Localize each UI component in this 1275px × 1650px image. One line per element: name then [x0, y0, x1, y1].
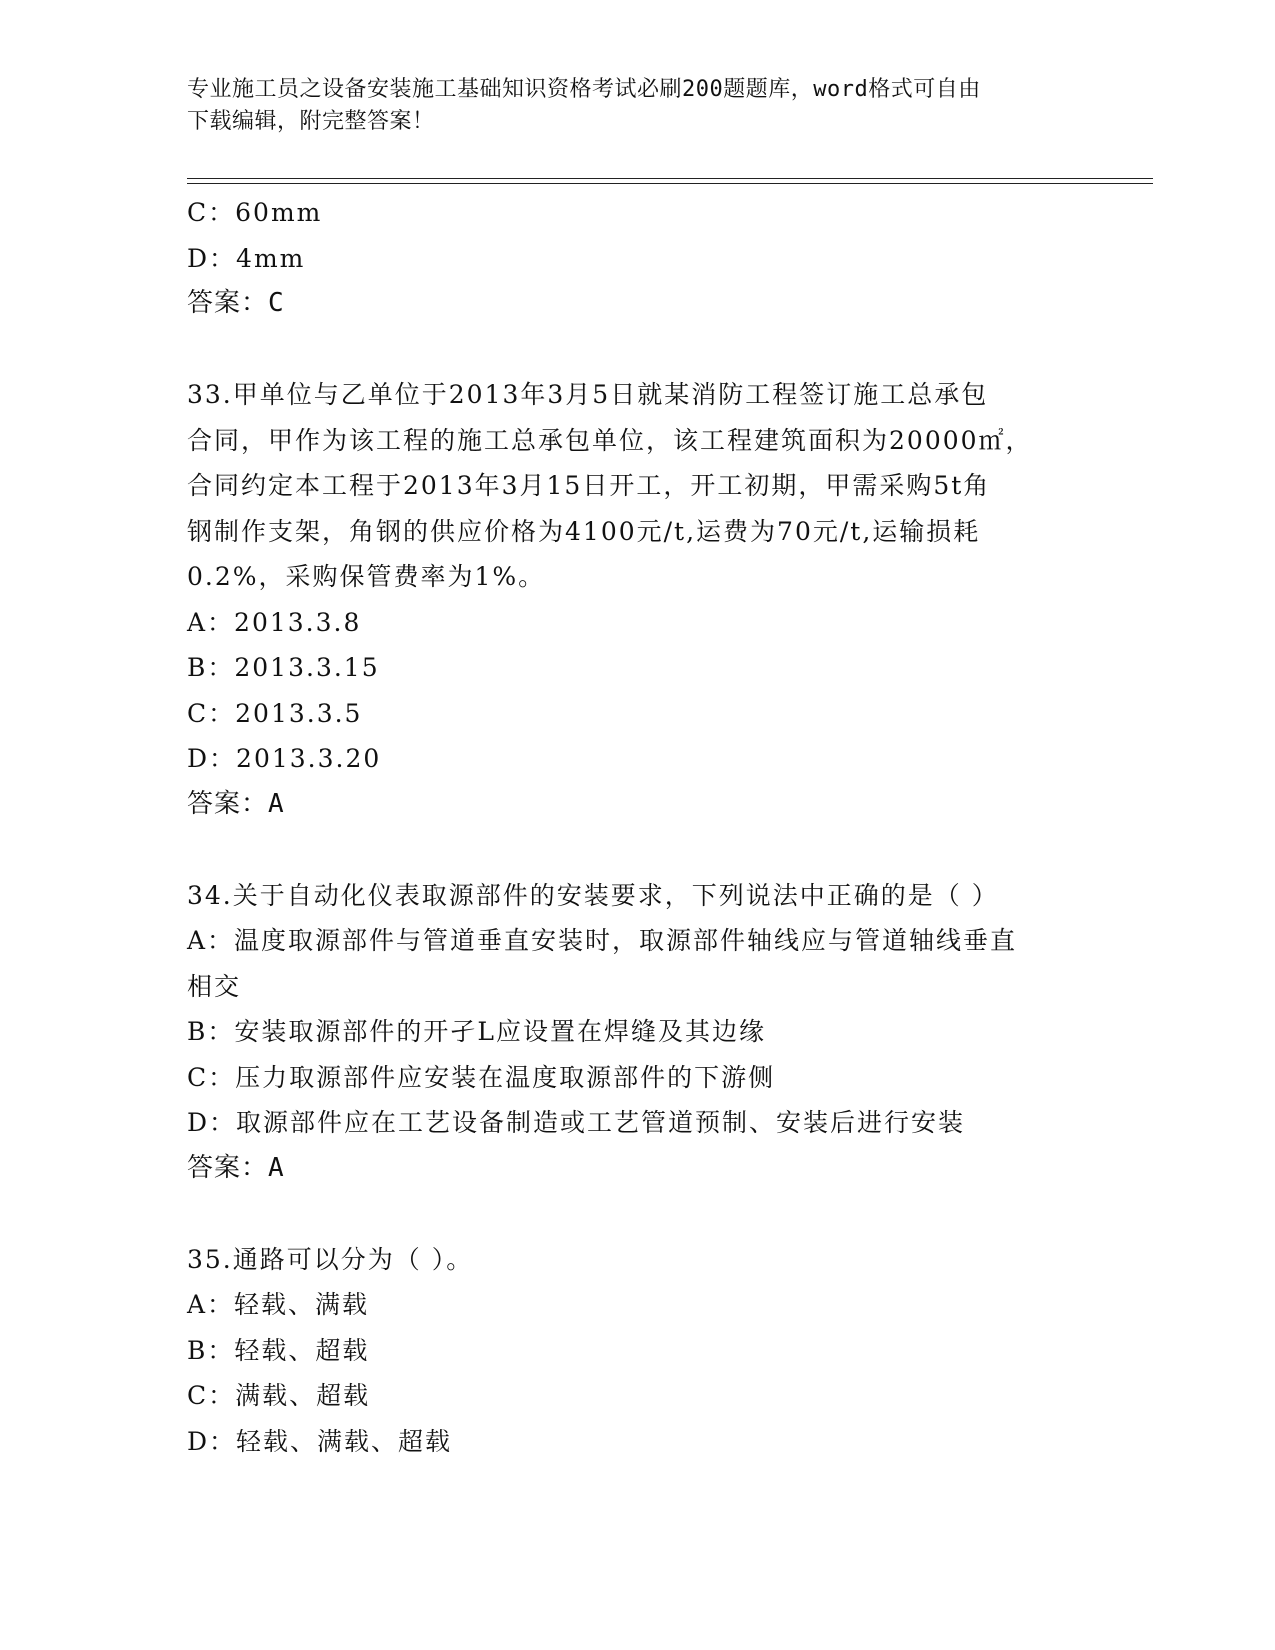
- q34-option-a-line-2: 相交: [187, 971, 242, 1001]
- q34-option-b: B：安装取源部件的开孑L应设置在焊缝及其边缘: [187, 1017, 766, 1046]
- q33-stem-line-1: 33.甲单位与乙单位于2013年3月5日就某消防工程签订施工总承包: [187, 380, 989, 409]
- header-title-line-2: 下载编辑，附完整答案！: [187, 109, 435, 134]
- header-rule-bottom: [187, 183, 1153, 184]
- header-title-line-1: 专业施工员之设备安装施工基础知识资格考试必刷200题题库，word格式可自由: [187, 77, 981, 102]
- q34-answer: 答案：A: [187, 1152, 285, 1183]
- q32-answer: 答案：C: [187, 288, 285, 318]
- q35-stem: 35.通路可以分为（ ）。: [187, 1244, 474, 1274]
- q33-option-b: B：2013.3.15: [187, 653, 380, 682]
- q32-option-c: C：60mm: [187, 198, 323, 227]
- question-33: [187, 372, 1087, 827]
- q33-option-c: C：2013.3.5: [187, 698, 363, 728]
- document-body: [187, 190, 1087, 1464]
- q33-option-d: D：2013.3.20: [187, 744, 382, 773]
- spacer: [187, 327, 1087, 373]
- header-rule-top: [187, 178, 1153, 179]
- spacer: [187, 827, 1087, 873]
- q34-option-d: D：取源部件应在工艺设备制造或工艺管道预制、安装后进行安装: [187, 1108, 966, 1137]
- question-34: [187, 873, 1087, 1192]
- q33-option-a: A：2013.3.8: [187, 607, 362, 637]
- question-32-partial: [187, 190, 1087, 327]
- q33-stem-line-2: 合同，甲作为该工程的施工总承包单位，该工程建筑面积为20000㎡，: [187, 425, 1033, 455]
- question-35: [187, 1237, 1087, 1465]
- q34-option-a-line-1: A：温度取源部件与管道垂直安装时，取源部件轴线应与管道轴线垂直: [187, 926, 1018, 955]
- q35-option-b: B：轻载、超载: [187, 1335, 370, 1365]
- q32-option-d: D：4mm: [187, 243, 306, 273]
- spacer: [187, 1191, 1087, 1237]
- q34-option-c: C：压力取源部件应安装在温度取源部件的下游侧: [187, 1062, 776, 1092]
- document-header: [187, 74, 1087, 138]
- q33-stem-line-3: 合同约定本工程于2013年3月15日开工，开工初期，甲需采购5t角: [187, 471, 991, 500]
- q33-stem-line-4: 钢制作支架，角钢的供应价格为4100元/t,运费为70元/t,运输损耗: [187, 516, 981, 546]
- q35-option-a: A：轻载、满载: [187, 1290, 370, 1319]
- q35-option-c: C：满载、超载: [187, 1381, 371, 1410]
- q35-option-d: D：轻载、满载、超载: [187, 1426, 453, 1456]
- q33-stem-line-5: 0.2%，采购保管费率为1%。: [187, 562, 546, 591]
- q34-stem: 34.关于自动化仪表取源部件的安装要求，下列说法中正确的是（ ）: [187, 880, 999, 910]
- q33-answer: 答案：A: [187, 788, 285, 819]
